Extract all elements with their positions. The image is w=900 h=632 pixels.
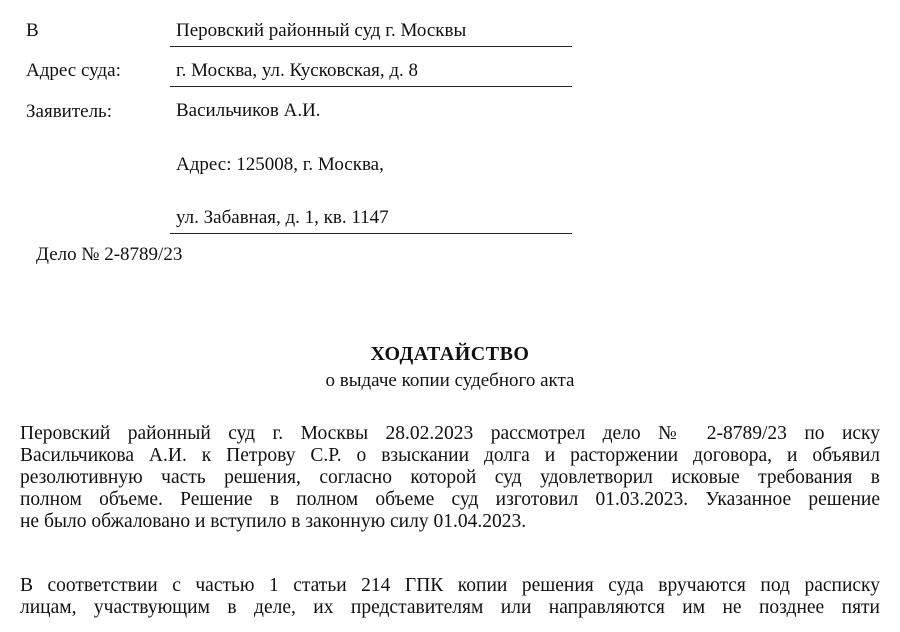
body-paragraph-1: [20, 423, 880, 533]
case-number: Дело № 2-8789/23: [36, 244, 183, 265]
applicant-name-field: [170, 98, 572, 126]
paragraph-line: резолютивную часть решения, согласно которой суд удовлетворил исковые требования в: [20, 467, 880, 488]
applicant-address-line2-field: [170, 205, 572, 234]
court-name-value: Перовский районный суд г. Москвы: [176, 20, 467, 41]
applicant-name-value: Васильчиков А.И.: [176, 100, 321, 121]
document-title: ХОДАТАЙСТВО: [370, 343, 530, 365]
paragraph-line: полном объеме. Решение в полном объеме суд изготовил 01.03.2023. Указанное решение: [20, 489, 880, 510]
court-address-label: Адрес суда:: [26, 60, 121, 81]
paragraph-line: В соответствии с частью 1 статьи 214 ГПК копии решения суда вручаются под расписку: [20, 575, 880, 596]
court-address-value: г. Москва, ул. Кусковская, д. 8: [176, 60, 419, 81]
court-address-field: [170, 58, 572, 87]
document-subtitle: о выдаче копии судебного акта: [325, 370, 575, 391]
paragraph-line: лицам, участвующим в деле, их представителям или направляются им не позднее пяти: [20, 597, 880, 618]
applicant-address-line2-value: ул. Забавная, д. 1, кв. 1147: [176, 207, 389, 228]
applicant-address-line1-field: [170, 152, 572, 180]
paragraph-line: не было обжаловано и вступило в законную силу 01.04.2023.: [20, 511, 527, 532]
applicant-label: Заявитель:: [26, 101, 112, 122]
applicant-address-line1-value: Адрес: 125008, г. Москва,: [176, 154, 384, 175]
court-name-field: [170, 18, 572, 47]
to-label: В: [26, 20, 39, 41]
paragraph-line: Васильчикова А.И. к Петрову С.Р. о взыскании долга и расторжении договора, и объявил: [20, 445, 880, 466]
body-paragraph-2: [20, 575, 880, 619]
paragraph-line: Перовский районный суд г. Москвы 28.02.2023 рассмотрел дело № 2-8789/23 по иску: [20, 423, 880, 444]
